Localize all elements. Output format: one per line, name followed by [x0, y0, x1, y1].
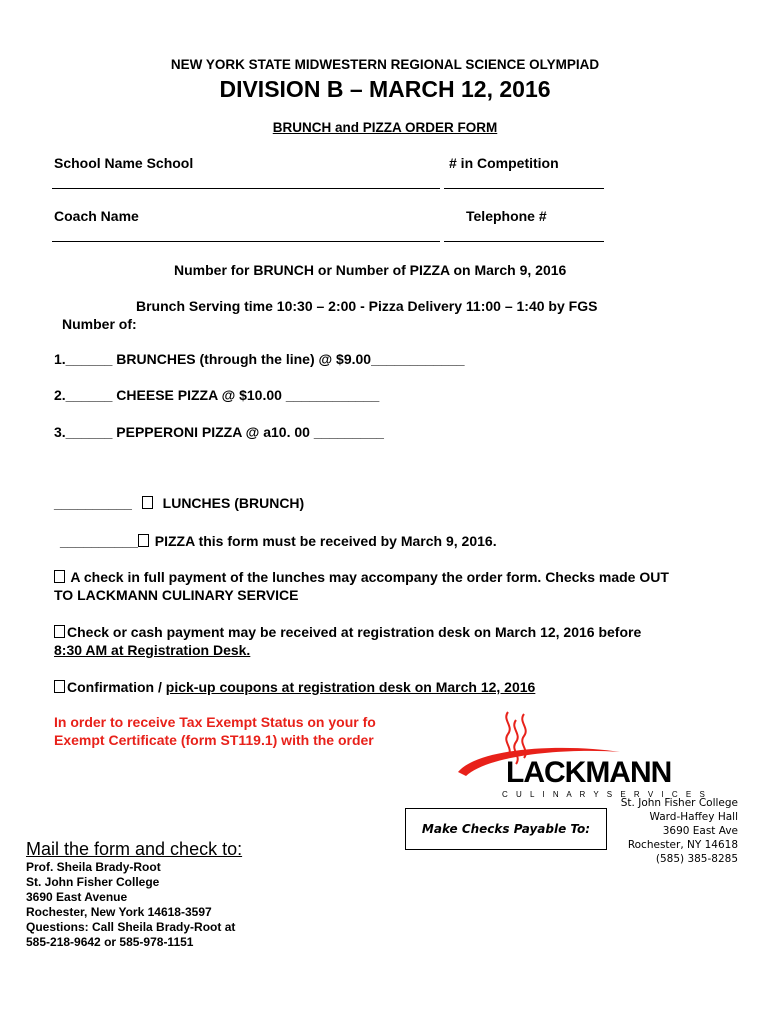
lunches-blank: __________ — [54, 495, 132, 511]
checkbox-icon — [54, 625, 65, 638]
form-title: BRUNCH and PIZZA ORDER FORM — [272, 120, 498, 135]
brunch-order-line[interactable] — [54, 351, 465, 367]
check-payment-note — [54, 569, 669, 585]
confirmation-prefix: Confirmation / — [67, 679, 166, 695]
item-number: 3.______ — [54, 424, 113, 440]
lunches-label: LUNCHES (BRUNCH) — [162, 495, 305, 511]
item-description: BRUNCHES (through the line) @ $9.00____________ — [112, 351, 465, 367]
pepperoni-pizza-order-line[interactable] — [54, 424, 384, 440]
pizza-total-line[interactable] — [60, 533, 497, 549]
tax-exempt-line1: In order to receive Tax Exempt Status on your fo — [54, 714, 376, 730]
checkbox-icon — [54, 570, 65, 583]
telephone-label: Telephone # — [466, 208, 547, 224]
checkbox-icon — [142, 496, 153, 509]
address-line: St. John Fisher College — [620, 797, 738, 809]
payable-address — [621, 796, 738, 866]
competition-count-field[interactable] — [444, 188, 604, 189]
telephone-field[interactable] — [444, 241, 604, 242]
item-number: 2.______ — [54, 387, 113, 403]
item-description: PEPPERONI PIZZA @ a10. 00 _________ — [112, 424, 384, 440]
lunches-total-line[interactable] — [54, 495, 304, 511]
serving-time-note: Brunch Serving time 10:30 – 2:00 - Pizza Delivery 11:00 – 1:40 by FGS — [136, 298, 598, 314]
confirmation-note — [54, 679, 535, 695]
coach-name-label: Coach Name — [54, 208, 139, 224]
check-note-line1: A check in full payment of the lunches may accompany the order form. Checks made OUT — [70, 569, 669, 585]
mail-line: 3690 East Avenue — [26, 890, 128, 904]
pickup-coupons-text: pick-up coupons at registration desk on March 12, 2016 — [165, 679, 536, 695]
checkbox-icon — [138, 534, 149, 547]
competition-count-label: # in Competition — [449, 155, 559, 171]
address-line: 3690 East Ave — [662, 825, 738, 837]
number-of-label: Number of: — [62, 316, 137, 332]
cash-payment-note — [54, 624, 641, 640]
address-line: Ward-Haffey Hall — [649, 811, 738, 823]
cash-note-line1: Check or cash payment may be received at registration desk on March 12, 2016 before — [67, 624, 642, 640]
mail-line: Questions: Call Sheila Brady-Root at — [26, 920, 236, 934]
organization-title: NEW YORK STATE MIDWESTERN REGIONAL SCIENCE OLYMPIAD — [170, 57, 600, 72]
address-line: Rochester, NY 14618 — [627, 839, 738, 851]
division-date-title: DIVISION B – MARCH 12, 2016 — [219, 76, 551, 102]
tax-exempt-line2: Exempt Certificate (form ST119.1) with the order — [54, 732, 374, 748]
item-description: CHEESE PIZZA @ $10.00 ____________ — [112, 387, 380, 403]
pizza-deadline-label: PIZZA this form must be received by March 9, 2016. — [154, 533, 497, 549]
pizza-blank: __________ — [60, 533, 138, 549]
address-line: (585) 385-8285 — [655, 853, 738, 865]
cash-note-line2: 8:30 AM at Registration Desk. — [54, 642, 251, 658]
item-number: 1.______ — [54, 351, 113, 367]
mail-line: Rochester, New York 14618-3597 — [26, 905, 212, 919]
logo-tagline: C U L I N A R Y S E R V I C E S — [502, 790, 708, 799]
mail-heading: Mail the form and check to: — [26, 839, 243, 859]
order-number-heading: Number for BRUNCH or Number of PIZZA on March 9, 2016 — [174, 262, 567, 278]
mail-line: St. John Fisher College — [26, 875, 160, 889]
coach-name-field[interactable] — [52, 241, 440, 242]
logo-wordmark: LACKMANN — [506, 756, 672, 789]
make-checks-payable-box: Make Checks Payable To: — [405, 808, 607, 850]
mail-line: 585-218-9642 or 585-978-1151 — [26, 935, 194, 949]
school-name-label: School Name School — [54, 155, 194, 171]
lackmann-logo — [450, 706, 730, 802]
checkbox-icon — [54, 680, 65, 693]
school-name-field[interactable] — [52, 188, 440, 189]
cheese-pizza-order-line[interactable] — [54, 387, 379, 403]
check-note-line2: TO LACKMANN CULINARY SERVICE — [54, 587, 299, 603]
mail-line: Prof. Sheila Brady-Root — [26, 860, 161, 874]
